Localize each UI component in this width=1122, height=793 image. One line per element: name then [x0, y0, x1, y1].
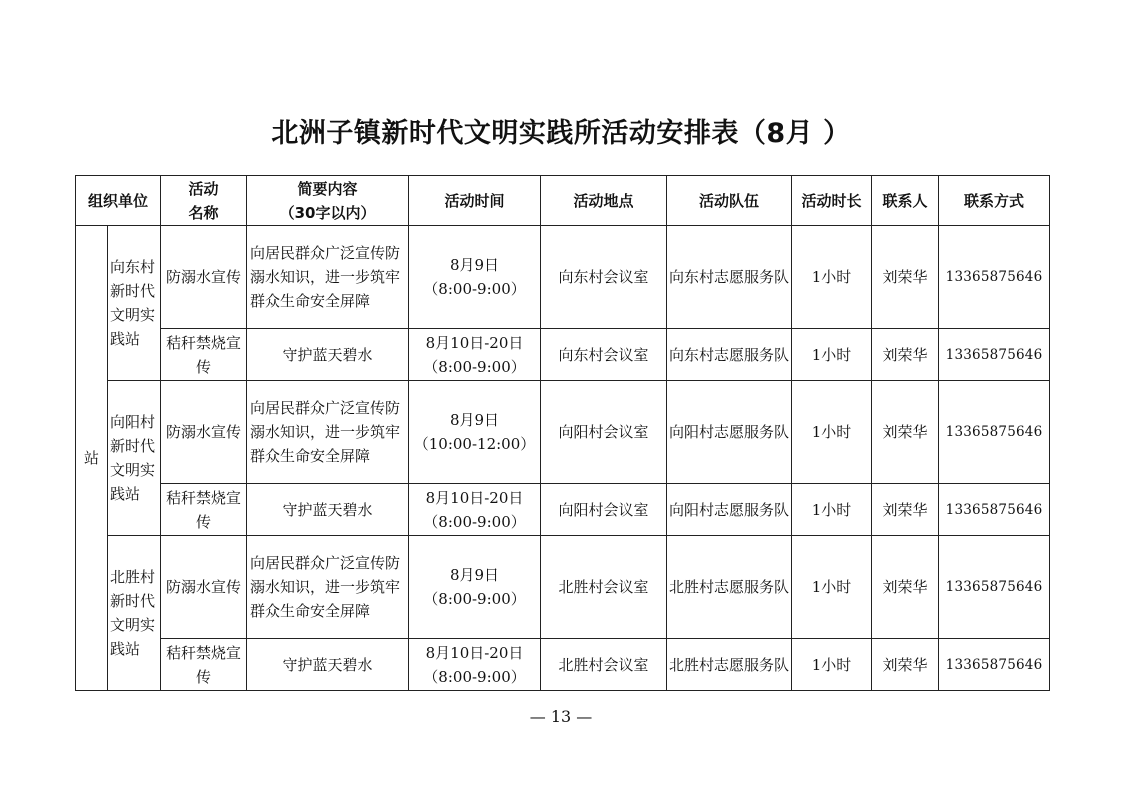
activity-content-cell: 向居民群众广泛宣传防溺水知识，进一步筑牢群众生命安全屏障: [247, 381, 409, 484]
table-row: [76, 226, 1050, 329]
activity-content-cell: 向居民群众广泛宣传防溺水知识，进一步筑牢群众生命安全屏障: [247, 536, 409, 639]
contact-cell: 刘荣华: [872, 639, 939, 691]
activity-place-cell: 向阳村会议室: [541, 381, 667, 484]
header-org: 组织单位: [76, 176, 161, 226]
header-time: 活动时间: [409, 176, 541, 226]
page-number: — 13 —: [529, 707, 593, 726]
table-row: [76, 639, 1050, 691]
table-row: [76, 536, 1050, 639]
table-row: [76, 484, 1050, 536]
table-header-row: [76, 176, 1050, 226]
activity-team-cell: 北胜村志愿服务队: [667, 536, 792, 639]
contact-cell: 刘荣华: [872, 536, 939, 639]
phone-cell: 13365875646: [939, 329, 1050, 381]
activity-duration-cell: 1小时: [792, 639, 872, 691]
activity-team-cell: 向阳村志愿服务队: [667, 381, 792, 484]
activity-place-cell: 北胜村会议室: [541, 536, 667, 639]
activity-time-cell: 8月10日-20日 （8:00-9:00）: [409, 329, 541, 381]
org-cell: 向东村新时代文明实践站: [108, 226, 161, 381]
contact-cell: 刘荣华: [872, 226, 939, 329]
activity-duration-cell: 1小时: [792, 381, 872, 484]
activity-place-cell: 向东村会议室: [541, 329, 667, 381]
contact-cell: 刘荣华: [872, 381, 939, 484]
activity-content-cell: 向居民群众广泛宣传防溺水知识，进一步筑牢群众生命安全屏障: [247, 226, 409, 329]
header-contact: 联系人: [872, 176, 939, 226]
activity-time-cell: 8月10日-20日 （8:00-9:00）: [409, 639, 541, 691]
activity-team-cell: 向阳村志愿服务队: [667, 484, 792, 536]
phone-cell: 13365875646: [939, 639, 1050, 691]
contact-cell: 刘荣华: [872, 484, 939, 536]
activity-schedule-table: [75, 175, 1050, 691]
phone-cell: 13365875646: [939, 536, 1050, 639]
phone-cell: 13365875646: [939, 226, 1050, 329]
header-duration: 活动时长: [792, 176, 872, 226]
phone-cell: 13365875646: [939, 484, 1050, 536]
table-row: [76, 381, 1050, 484]
header-place: 活动地点: [541, 176, 667, 226]
activity-time-cell: 8月9日 （10:00-12:00）: [409, 381, 541, 484]
contact-cell: 刘荣华: [872, 329, 939, 381]
activity-time-cell: 8月9日 （8:00-9:00）: [409, 226, 541, 329]
activity-duration-cell: 1小时: [792, 226, 872, 329]
activity-name-cell: 防溺水宣传: [161, 536, 247, 639]
page-title: 北洲子镇新时代文明实践所活动安排表（8月 ）: [271, 118, 851, 149]
header-name: 活动 名称: [161, 176, 247, 226]
activity-team-cell: 向东村志愿服务队: [667, 226, 792, 329]
activity-time-cell: 8月10日-20日 （8:00-9:00）: [409, 484, 541, 536]
org-cell: 向阳村新时代文明实践站: [108, 381, 161, 536]
org-cell: 北胜村新时代文明实践站: [108, 536, 161, 691]
header-phone: 联系方式: [939, 176, 1050, 226]
activity-name-cell: 防溺水宣传: [161, 381, 247, 484]
header-content: 简要内容 （30字以内）: [247, 176, 409, 226]
activity-name-cell: 秸秆禁烧宣传: [161, 329, 247, 381]
header-team: 活动队伍: [667, 176, 792, 226]
table-row: [76, 329, 1050, 381]
activity-duration-cell: 1小时: [792, 536, 872, 639]
station-label-cell: 站: [76, 226, 108, 691]
activity-duration-cell: 1小时: [792, 484, 872, 536]
activity-time-cell: 8月9日 （8:00-9:00）: [409, 536, 541, 639]
activity-content-cell: 守护蓝天碧水: [247, 329, 409, 381]
activity-name-cell: 秸秆禁烧宣传: [161, 484, 247, 536]
activity-content-cell: 守护蓝天碧水: [247, 484, 409, 536]
activity-duration-cell: 1小时: [792, 329, 872, 381]
activity-place-cell: 北胜村会议室: [541, 639, 667, 691]
phone-cell: 13365875646: [939, 381, 1050, 484]
activity-place-cell: 向阳村会议室: [541, 484, 667, 536]
activity-name-cell: 秸秆禁烧宣传: [161, 639, 247, 691]
activity-place-cell: 向东村会议室: [541, 226, 667, 329]
activity-content-cell: 守护蓝天碧水: [247, 639, 409, 691]
activity-name-cell: 防溺水宣传: [161, 226, 247, 329]
activity-team-cell: 向东村志愿服务队: [667, 329, 792, 381]
activity-team-cell: 北胜村志愿服务队: [667, 639, 792, 691]
